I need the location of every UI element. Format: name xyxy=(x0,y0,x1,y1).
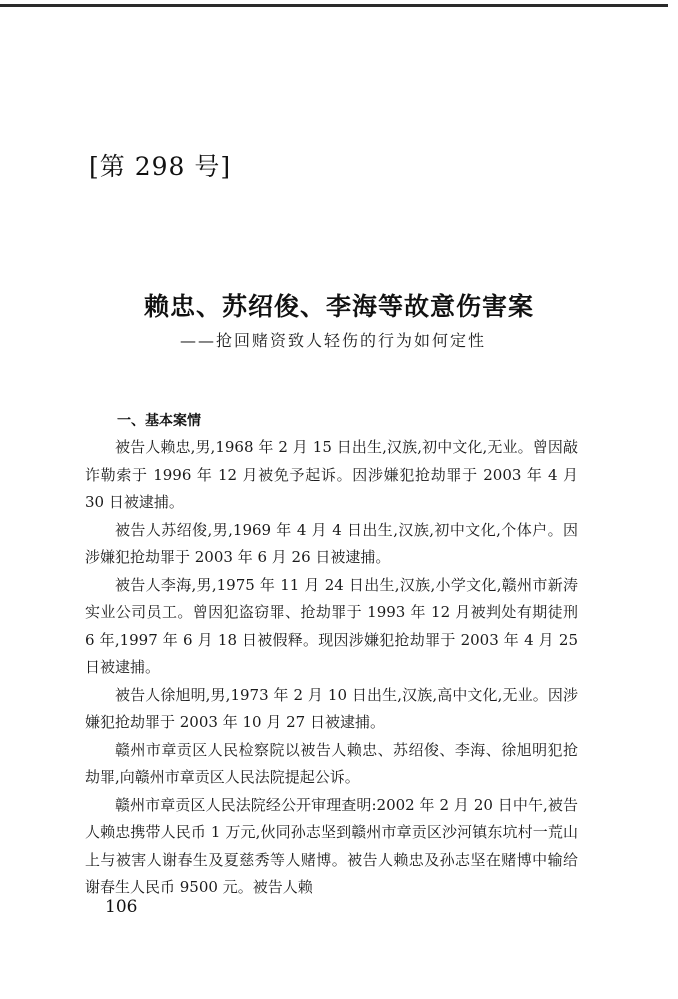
page-number: 106 xyxy=(105,897,138,917)
paragraph-defendant-li: 被告人李海,男,1975 年 11 月 24 日出生,汉族,小学文化,赣州市新涛实业公司员工。曾因犯盗窃罪、抢劫罪于 1993 年 12 月被判处有期徒刑 6 年,1997 年 6 月 18 日被假释。现因涉嫌犯抢劫罪于 2003 年 4 月 25 日被逮捕。 xyxy=(85,575,578,676)
body-text xyxy=(85,434,578,902)
paragraph-defendant-lai: 被告人赖忠,男,1968 年 2 月 15 日出生,汉族,初中文化,无业。曾因敲诈勒索于 1996 年 12 月被免予起诉。因涉嫌犯抢劫罪于 2003 年 4 月 30 日被逮捕。 xyxy=(85,438,578,511)
section-heading: 一、基本案情 xyxy=(117,413,201,429)
case-title: 赖忠、苏绍俊、李海等故意伤害案 xyxy=(143,292,534,321)
case-subtitle: ——抢回赌资致人轻伤的行为如何定性 xyxy=(180,331,487,350)
case-number: [第 298 号] xyxy=(89,152,232,181)
paragraph-defendant-su: 被告人苏绍俊,男,1969 年 4 月 4 日出生,汉族,初中文化,个体户。因涉嫌犯抢劫罪于 2003 年 6 月 26 日被逮捕。 xyxy=(85,520,578,566)
top-rule xyxy=(0,4,668,7)
paragraph-defendant-xu: 被告人徐旭明,男,1973 年 2 月 10 日出生,汉族,高中文化,无业。因涉嫌犯抢劫罪于 2003 年 10 月 27 日被逮捕。 xyxy=(85,685,578,731)
paragraph-court-findings: 赣州市章贡区人民法院经公开审理查明:2002 年 2 月 20 日中午,被告人赖忠携带人民币 1 万元,伙同孙志坚到赣州市章贡区沙河镇东坑村一荒山上与被害人谢春生及夏慈秀等人赌博。被告人赖忠及孙志坚在赌博中输给谢春生人民币 9500 元。被告人赖 xyxy=(85,795,578,896)
paragraph-prosecution: 赣州市章贡区人民检察院以被告人赖忠、苏绍俊、李海、徐旭明犯抢劫罪,向赣州市章贡区人民法院提起公诉。 xyxy=(85,740,578,786)
